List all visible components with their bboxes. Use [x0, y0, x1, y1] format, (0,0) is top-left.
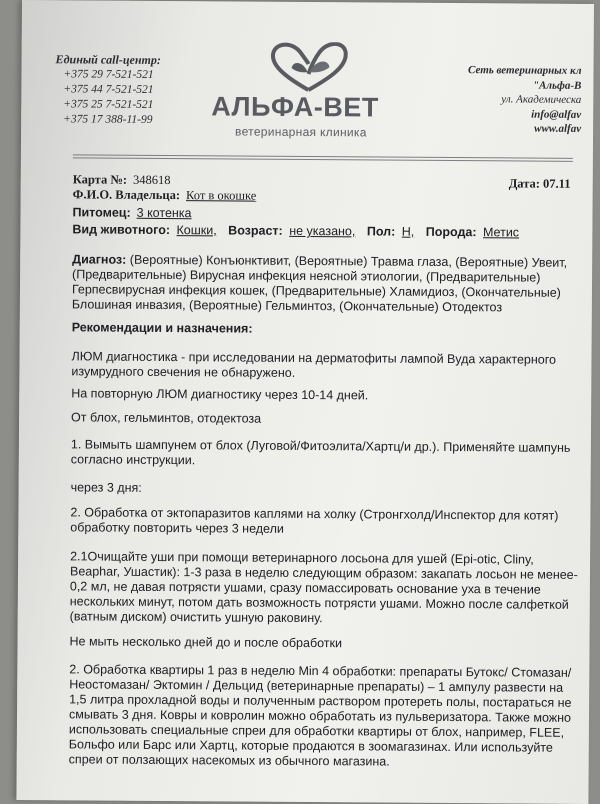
- p7-line-1: 2.1Очищайте уши при помощи ветеринарного лосьона для ушей (Epi-otic, Cliny,: [70, 549, 534, 567]
- callcenter-block: [55, 52, 161, 128]
- pet-name: 3 котенка: [136, 205, 192, 221]
- p9-line-2: Неостомазан/ Эктомин / Дельцид (ветеринарные препараты) – 1 ампулу развести на: [69, 677, 564, 695]
- recommendation-paragraph-4: [71, 437, 591, 471]
- card-number: 348618: [133, 172, 171, 188]
- diagnosis-line-2: (Предварительные) Вирусная инфекция неясной этиологии, (Предварительные): [72, 267, 541, 285]
- p6-line-2: обработку повторить через 3 недели: [70, 520, 284, 536]
- pet-row: [72, 205, 191, 220]
- p9-line-1: 2. Обработка квартиры 1 раз в неделю Min 4 обработки: препараты Бутокс/ Стомазан/: [69, 662, 572, 680]
- species-value: Кошки,: [176, 223, 217, 238]
- p1-line-1: ЛЮМ диагностика - при исследовании на дерматофиты лампой Вуда характерного: [71, 349, 557, 367]
- phone-4: +375 17 388-11-99: [63, 113, 153, 126]
- p9-line-7: спреи от ползающих насекомых из обычного магазина.: [68, 752, 390, 769]
- card-number-label: Карта №:: [72, 172, 128, 187]
- p6-line-1: 2. Обработка от эктопаразитов каплями на холку (Стронгхолд/Инспектор для котят): [70, 505, 559, 523]
- recommendation-paragraph-8: Не мыть несколько дней до и после обработки: [69, 634, 343, 651]
- heart-butterfly-icon: [263, 42, 353, 95]
- owner-name: Кот в окошке: [185, 188, 257, 203]
- recommendation-paragraph-9: [69, 662, 590, 771]
- owner-row: [73, 187, 257, 203]
- network-title: Сеть ветеринарных кл: [468, 64, 582, 77]
- recommendation-paragraph-6: [70, 505, 590, 539]
- clinic-logo: [201, 41, 432, 143]
- clinic-network-block: [427, 63, 582, 137]
- recommendations-heading: Рекомендации и назначения:: [71, 320, 253, 336]
- age-label: Возраст:: [228, 223, 283, 238]
- p9-line-5: использовать специальные спреи для обработки квартиры от блох, например, FLEE,: [68, 722, 565, 740]
- recommendation-paragraph-2: На повторную ЛЮМ диагностику через 10-14 дней.: [71, 386, 369, 403]
- sex-label: Пол:: [366, 224, 396, 239]
- p9-line-4: смывать 3 дня. Ковры и ковролин можно обработать из пульверизатора. Также можно: [68, 707, 572, 725]
- brand-subtitle: ветеринарная клиника: [235, 124, 367, 140]
- owner-label: Ф.И.О. Владельца:: [72, 187, 181, 203]
- p9-line-3: 1,5 литра прохладной воды и полученным раствором протереть полы, постараться не: [69, 692, 572, 710]
- p7-line-2: Beaphar, Ушастик): 1-3 раза в неделю следующим образом: закапать лосьон не менее-: [69, 564, 578, 582]
- recommendation-paragraph-5: через 3 дня:: [70, 480, 142, 495]
- recommendations-title: [72, 320, 592, 339]
- clinic-website: www.alfav: [534, 122, 582, 135]
- diagnosis-line-4: Блошиная инвазия, (Вероятные) Гельминтоз, (Окончательные) Отодектоз: [71, 297, 503, 315]
- p4-line-1: 1. Вымыть шампунем от блох (Луговой/Фитоэлита/Хартц/и др.). Применяйте шампунь: [70, 437, 571, 455]
- pet-label: Питомец:: [72, 205, 131, 220]
- p7-line-4: нескольких минут, потом дать возможность потрясти ушами. Можно после салфеткой: [69, 594, 569, 612]
- species-label: Вид животного:: [72, 222, 171, 238]
- document-page: [16, 0, 594, 804]
- recommendation-paragraph-7: [70, 549, 591, 628]
- p9-line-6: Больфо или Барс или Хартц, которые продаются в зоомагазинах. Или используйте: [68, 737, 553, 755]
- animal-info-row: [72, 222, 527, 239]
- p1-line-2: изумрудного свечения не обнаружено.: [71, 364, 296, 380]
- age-value: не указано,: [289, 223, 356, 239]
- breed-label: Порода:: [425, 224, 477, 240]
- brand-name: АЛЬФА-ВЕТ: [211, 91, 379, 123]
- sex-value: Н,: [401, 224, 415, 239]
- phone-1: +375 29 7-521-521: [63, 68, 154, 81]
- diagnosis-line-3: Герпесвирусная инфекция кошек, (Предварительные) Хламидиоз, (Окончательные): [71, 282, 561, 300]
- clinic-email: info@alfav: [531, 108, 582, 121]
- p4-line-2: согласно инструкции.: [70, 452, 196, 468]
- recommendation-paragraph-1: [71, 349, 591, 383]
- p7-line-3: 0,2 мл, не давая потрясти ушами, сразу помассировать основание уха в течение: [69, 579, 541, 597]
- recommendation-paragraph-3: От блох, гельминтов, отодектоза: [71, 410, 262, 426]
- network-name: "Альфа-В: [532, 79, 582, 92]
- callcenter-title: Единый call-центр:: [55, 52, 161, 67]
- diagnosis-line-1: (Вероятные) Конъюнктивит, (Вероятные) Травма глаза, (Вероятные) Увеит,: [129, 252, 568, 270]
- diagnosis-label: Диагноз:: [72, 252, 127, 267]
- clinic-address: ул. Академическа: [501, 93, 582, 106]
- visit-date: Дата: 07.11: [508, 176, 571, 191]
- phone-2: +375 44 7-521-521: [63, 83, 154, 96]
- diagnosis-block: [72, 252, 592, 316]
- phone-3: +375 25 7-521-521: [63, 98, 154, 111]
- card-number-row: [73, 172, 171, 188]
- p7-line-5: (ватным диском) очистить ушную раковину.: [69, 609, 323, 626]
- breed-value: Метис: [482, 225, 520, 240]
